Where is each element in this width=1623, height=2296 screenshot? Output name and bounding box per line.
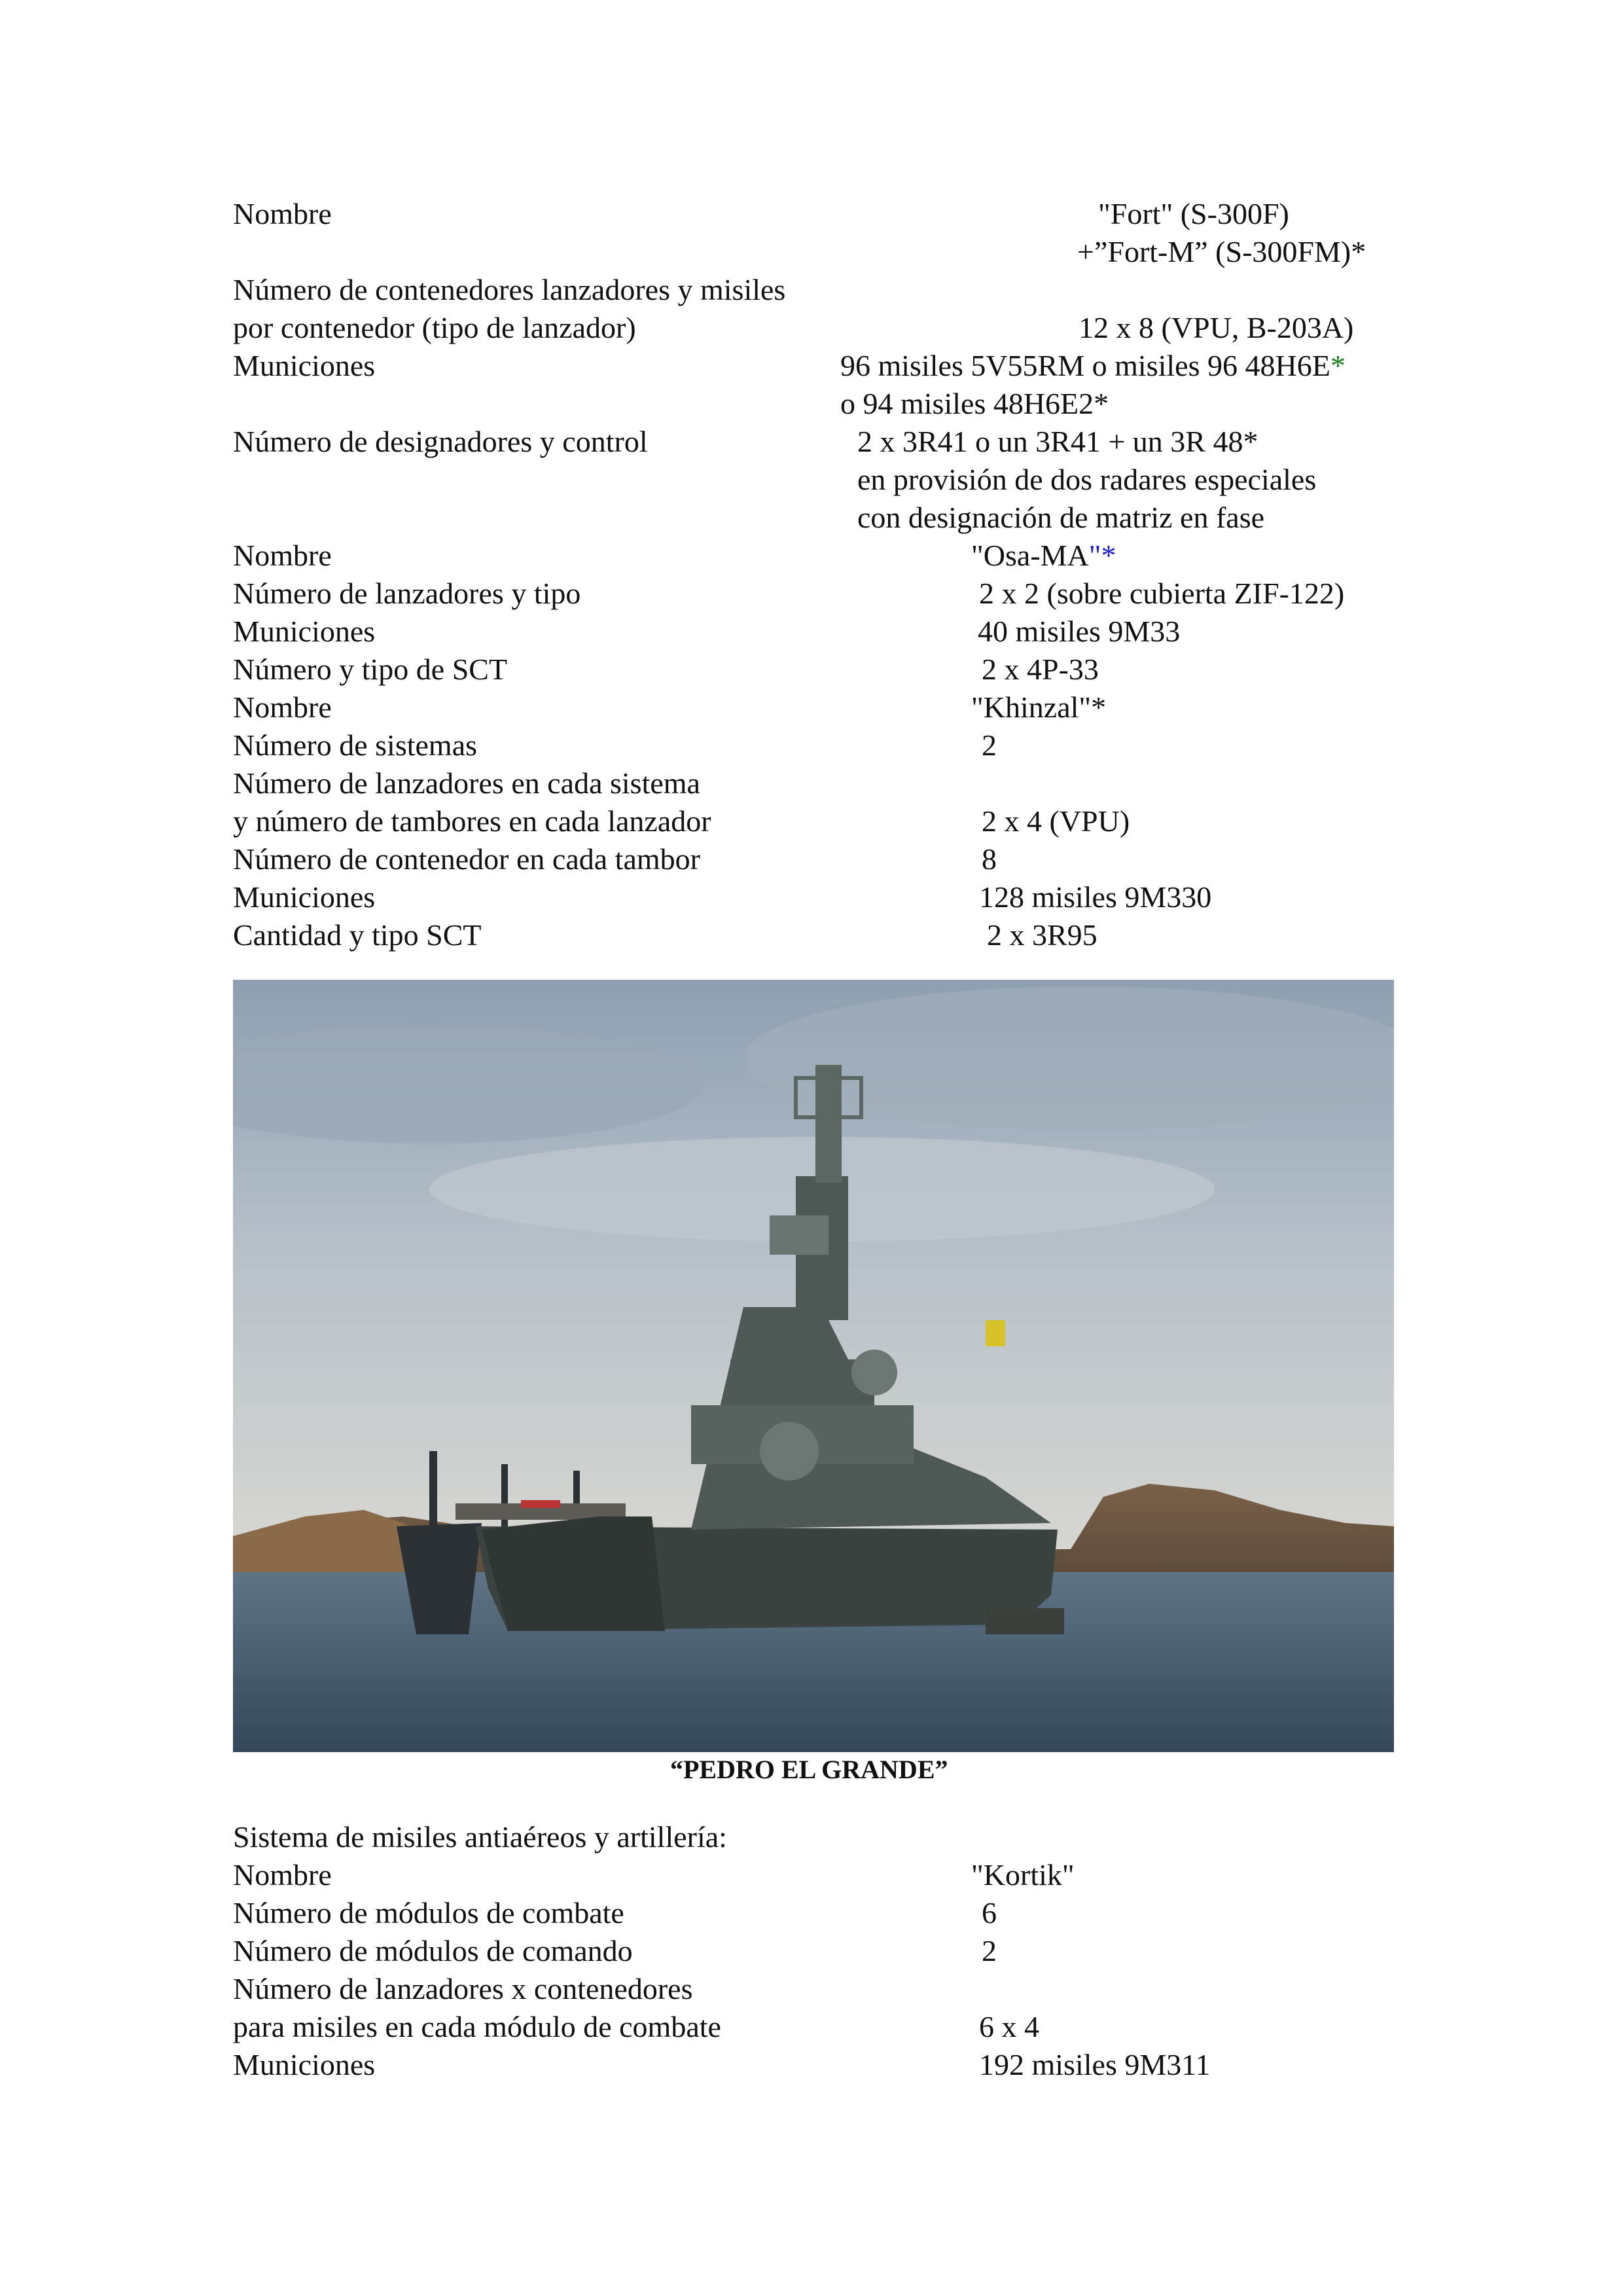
osa-nombre-value-text: "Osa-MA: [971, 539, 1089, 572]
kortik-combate-label: Número de módulos de combate: [233, 1896, 624, 1929]
kortik-lanzadores-value: 6 x 4: [979, 2010, 1039, 2043]
kortik-nombre-label: Nombre: [233, 1858, 332, 1892]
osa-nombre-label: Nombre: [233, 539, 332, 572]
kortik-combate-value: 6: [982, 1896, 997, 1929]
khinzal-nombre-label: Nombre: [233, 691, 332, 724]
khinzal-contenedor-value: 8: [982, 842, 997, 876]
photo-caption: “PEDRO EL GRANDE”: [670, 1755, 948, 1784]
s300-municiones-star: *: [1330, 349, 1346, 382]
s300-contenedores-label-2: por contenedor (tipo de lanzador): [233, 311, 636, 344]
khinzal-lanzadores-label-2: y número de tambores en cada lanzador: [233, 804, 711, 838]
kortik-comando-value: 2: [982, 1934, 997, 1967]
kortik-comando-label: Número de módulos de comando: [233, 1934, 633, 1967]
s300-nombre-value-1: "Fort" (S-300F): [1098, 197, 1289, 230]
khinzal-nombre-value: "Khinzal"*: [971, 691, 1107, 724]
flag: [986, 1320, 1005, 1346]
osa-nombre-star: "*: [1088, 539, 1116, 572]
osa-municiones-value: 40 misiles 9M33: [978, 615, 1181, 648]
s300-nombre-value-2: +”Fort-M” (S-300FM)*: [1077, 235, 1366, 268]
ship-photo: [233, 980, 1394, 1752]
s300-municiones-value-1: [840, 351, 1346, 381]
s300-designadores-value-2: en provisión de dos radares especiales: [857, 463, 1317, 496]
khinzal-sct-label: Cantidad y tipo SCT: [233, 918, 482, 952]
khinzal-contenedor-label: Número de contenedor en cada tambor: [233, 842, 700, 876]
s300-nombre-label: Nombre: [233, 197, 332, 230]
khinzal-sct-value: 2 x 3R95: [987, 918, 1097, 952]
osa-lanzadores-value: 2 x 2 (sobre cubierta ZIF-122): [979, 577, 1345, 610]
kortik-nombre-value: "Kortik": [971, 1858, 1075, 1892]
osa-lanzadores-label: Número de lanzadores y tipo: [233, 577, 581, 610]
khinzal-lanzadores-value: 2 x 4 (VPU): [982, 804, 1130, 838]
khinzal-municiones-value: 128 misiles 9M330: [979, 880, 1212, 914]
khinzal-sistemas-label: Número de sistemas: [233, 728, 478, 762]
khinzal-sistemas-value: 2: [982, 728, 997, 762]
s300-designadores-value-1: 2 x 3R41 o un 3R41 + un 3R 48*: [857, 425, 1258, 458]
khinzal-municiones-label: Municiones: [233, 880, 376, 914]
s300-municiones-value-1-text: 96 misiles 5V55RM o misiles 96 48H6E: [840, 349, 1330, 382]
s300-municiones-value-2: o 94 misiles 48H6E2*: [840, 387, 1109, 420]
s300-contenedores-value: 12 x 8 (VPU, B-203A): [1079, 311, 1354, 344]
kortik-municiones-value: 192 misiles 9M311: [979, 2048, 1211, 2081]
kortik-lanzadores-label-1: Número de lanzadores x contenedores: [233, 1972, 693, 2005]
s300-municiones-label: Municiones: [233, 349, 376, 382]
osa-sct-label: Número y tipo de SCT: [233, 653, 508, 686]
osa-municiones-label: Municiones: [233, 615, 376, 648]
khinzal-lanzadores-label-1: Número de lanzadores en cada sistema: [233, 766, 700, 800]
warship-bow: [482, 1516, 665, 1631]
s300-designadores-label: Número de designadores y control: [233, 425, 648, 458]
kortik-municiones-label: Municiones: [233, 2048, 376, 2081]
s300-designadores-value-3: con designación de matriz en fase: [857, 501, 1265, 534]
s300-contenedores-label-1: Número de contenedores lanzadores y misiles: [233, 273, 786, 306]
kortik-lanzadores-label-2: para misiles en cada módulo de combate: [233, 2010, 721, 2043]
small-boat: [986, 1608, 1064, 1634]
osa-nombre-value: [971, 541, 1116, 571]
osa-sct-value: 2 x 4P-33: [982, 653, 1099, 686]
kortik-section-title: Sistema de misiles antiaéreos y artillería:: [233, 1820, 727, 1854]
